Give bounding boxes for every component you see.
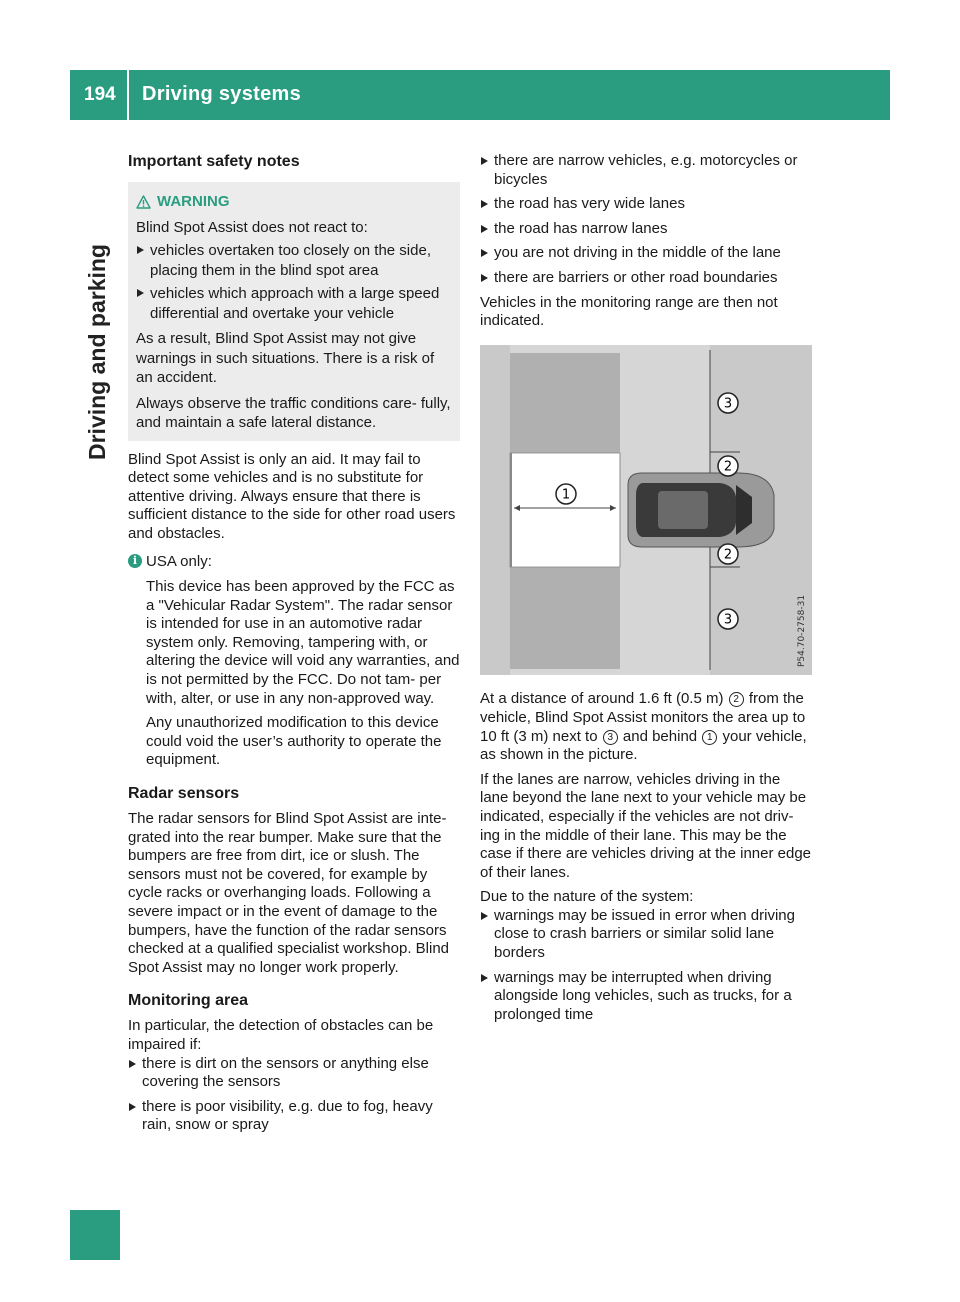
radar-sensors-heading: Radar sensors (128, 785, 240, 802)
warning-triangle-icon (136, 195, 151, 209)
distance-text: At a distance of around 1.6 ft (0.5 m) (480, 690, 724, 708)
list-item: warnings may be interrupted when driving alongside long vehicles, such as trucks, for a prolonged time (480, 969, 812, 1025)
list-item: vehicles overtaken too closely on the side, placing them in the blind spot area (136, 241, 452, 280)
page-header (70, 70, 890, 120)
callout-2-top (718, 456, 738, 476)
callout-3-ref: 3 (603, 730, 618, 745)
page-number: 194 (84, 84, 116, 105)
conditions-list (480, 152, 812, 288)
warning-text: As a result, Blind Spot Assist may not give warnings in such situations. There is a risk of an accident. (136, 330, 435, 386)
list-item: you are not driving in the middle of the lane (480, 244, 812, 263)
svg-text:3: 3 (723, 612, 733, 628)
left-column (128, 152, 460, 1135)
radar-paragraph: The radar sensors for Blind Spot Assist are inte- grated into the rear bumper. Make sure that the bumpers are free from dirt, ice or slush. The sensors must not be covered, for example by cycle racks or overhanging loads. Following a severe impact or in the event of damage to the bumpers, have the function of the radar sensors checked at a qualified specialist workshop. Blind Spot Assist may no longer work properly. (128, 810, 450, 976)
warning-title: WARNING (157, 193, 230, 210)
list-item: vehicles which approach with a large speed differential and overtake your vehicle (136, 284, 452, 323)
warning-list (136, 241, 452, 323)
svg-text:3: 3 (723, 396, 733, 412)
callout-3-bottom (718, 609, 738, 629)
callout-2-ref: 2 (729, 692, 744, 707)
warning-text: Always observe the traffic conditions care- fully, and maintain a safe lateral distance. (136, 394, 451, 431)
warning-intro: Blind Spot Assist does not react to: (136, 218, 368, 236)
figure-code: P54.70-2758-31 (797, 594, 807, 667)
distance-text: from the vehicle, Blind Spot Assist monitors the area up to 10 ft (3 m) next to (480, 690, 806, 745)
svg-text:1: 1 (561, 487, 571, 503)
warning-header (136, 192, 452, 212)
header-divider (127, 70, 129, 120)
not-indicated-paragraph: Vehicles in the monitoring range are then not indicated. (480, 293, 778, 330)
car-illustration (628, 473, 774, 547)
side-chapter-marker (70, 1210, 120, 1260)
svg-text:2: 2 (723, 547, 733, 563)
nature-intro: Due to the nature of the system: (480, 888, 694, 906)
list-item: there are narrow vehicles, e.g. motorcycles or bicycles (480, 152, 812, 189)
info-paragraph: Any unauthorized modification to this device could void the user’s authority to operate the equipment. (146, 714, 442, 769)
right-column (480, 152, 812, 1024)
info-title: USA only: (146, 553, 212, 571)
narrow-lanes-paragraph: If the lanes are narrow, vehicles driving in the lane beyond the lane next to your vehicle may be indicated, especially if the vehicles are not driv- ing in the middle of their lane. This may be the case if there are vehicles driving at the inner edge of their lanes. (480, 770, 812, 881)
monitoring-list (128, 1055, 460, 1135)
callout-2-bottom (718, 544, 738, 564)
monitoring-area-heading: Monitoring area (128, 992, 249, 1010)
callout-1-ref: 1 (702, 730, 717, 745)
safety-notes-heading: Important safety notes (128, 153, 300, 170)
callout-1 (556, 484, 576, 504)
svg-text:2: 2 (723, 459, 733, 475)
distance-text: your vehicle, as shown in the picture. (480, 727, 807, 764)
info-note (128, 553, 460, 770)
list-item: there are barriers or other road boundaries (480, 269, 812, 288)
list-item: the road has very wide lanes (480, 195, 812, 214)
callout-3-top (718, 393, 738, 413)
distance-text: and behind (622, 727, 698, 745)
info-paragraph: This device has been approved by the FCC as a "Vehicular Radar System". The radar sensor is intended for use in an automotive radar system only. Removing, tampering with, or altering the device will void any warranties, and is not permitted by the FCC. Do not tam- per with, alter, or use in any non-approved way. (146, 578, 460, 707)
warning-box (128, 182, 460, 441)
info-icon: i (128, 554, 142, 568)
aid-paragraph: Blind Spot Assist is only an aid. It may fail to detect some vehicles and is no substitute for attentive driving. Always ensure that there is sufficient distance to the side for other road users and obstacles. (128, 450, 456, 542)
distance-paragraph (480, 690, 812, 764)
list-item: warnings may be issued in error when driving close to crash barriers or similar solid lane borders (480, 907, 812, 963)
list-item: the road has narrow lanes (480, 220, 812, 239)
monitoring-area-figure (480, 345, 812, 675)
monitoring-intro: In particular, the detection of obstacles can be impaired if: (128, 1017, 434, 1053)
side-chapter-label: Driving and parking (84, 244, 110, 460)
list-item: there is dirt on the sensors or anything else covering the sensors (128, 1055, 460, 1092)
nature-list (480, 907, 812, 1025)
list-item: there is poor visibility, e.g. due to fog, heavy rain, snow or spray (128, 1098, 460, 1135)
section-title: Driving systems (142, 83, 302, 105)
